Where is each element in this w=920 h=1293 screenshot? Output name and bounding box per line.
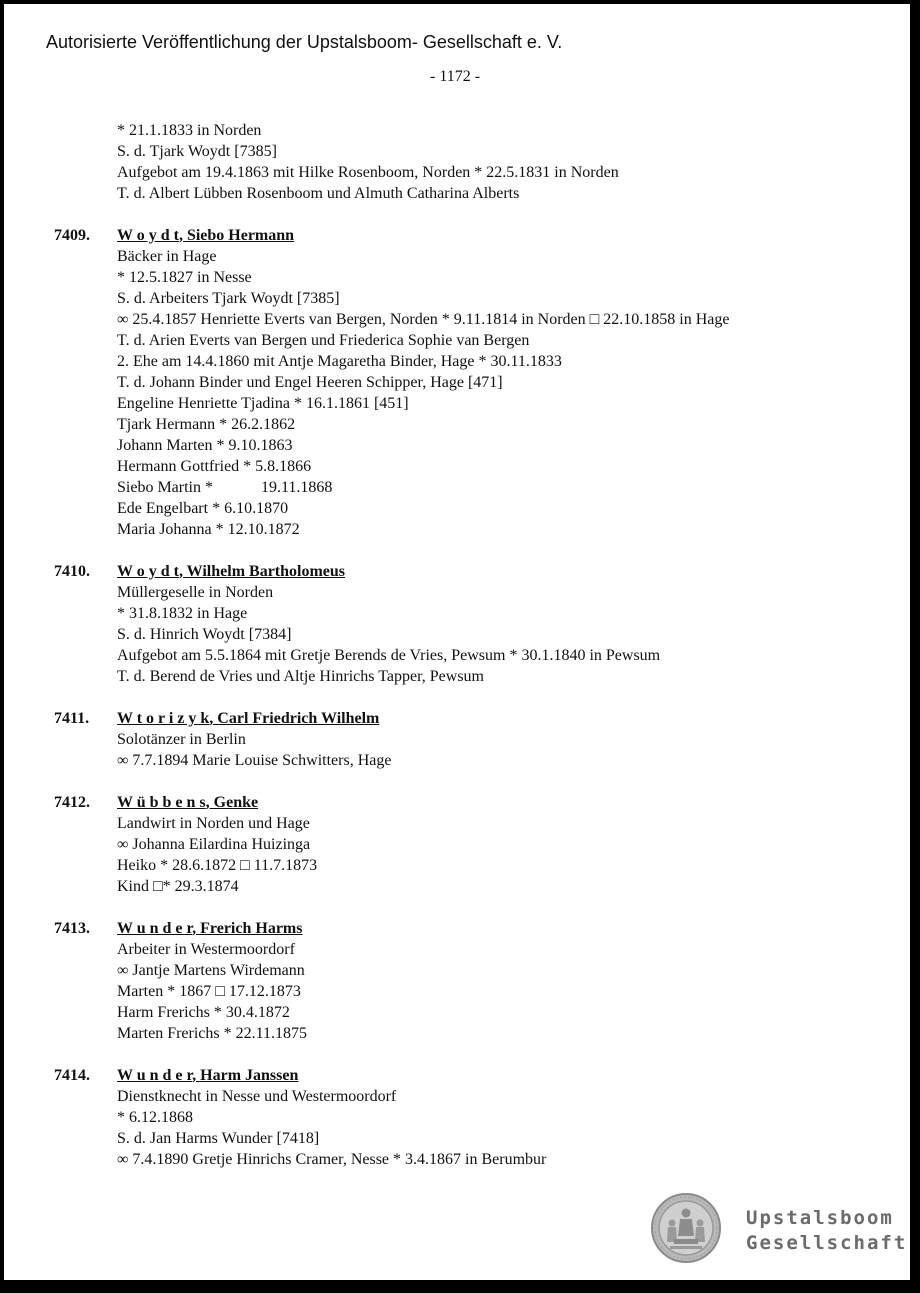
register-entry-7409 [4,225,910,540]
text-line: T. d. Berend de Vries und Altje Hinrichs Tapper, Pewsum [117,668,484,685]
entry-heading [117,225,910,246]
text-line: S. d. Arbeiters Tjark Woydt [7385] [117,290,340,307]
text-line: T. d. Johann Binder und Engel Heeren Schipper, Hage [471] [117,374,503,391]
entry-heading [117,792,910,813]
text-line: T. d. Arien Everts van Bergen und Friederica Sophie van Bergen [117,332,530,349]
text-line: S. d. Jan Harms Wunder [7418] [117,1130,320,1147]
entry-surname: W o y d t [117,227,179,244]
entry-number: 7413. [54,920,90,937]
text-line: Dienstknecht in Nesse und Westermoordorf [117,1088,397,1105]
register-entry-7414 [4,1065,910,1170]
entry-number: 7414. [54,1067,90,1084]
entry-given-names: , Frerich Harms [192,920,303,937]
text-line: * 21.1.1833 in Norden [117,122,262,139]
text-line: ∞ 7.4.1890 Gretje Hinrichs Cramer, Nesse * 3.4.1867 in Berumbur [117,1151,547,1168]
logo-text-line2: Gesellschaft [746,1232,908,1254]
entry-heading [117,708,910,729]
entry-number: 7409. [54,227,90,244]
text-line: Arbeiter in Westermoordorf [117,941,295,958]
text-line: T. d. Albert Lübben Rosenboom und Almuth Catharina Alberts [117,185,520,202]
seal-emblem-icon [650,1192,722,1264]
entry-surname: W u n d e r [117,920,193,937]
entry-surname: W u n d e r [117,1067,193,1084]
text-line: * 31.8.1832 in Hage [117,605,248,622]
society-logo [650,1190,908,1266]
text-line: Solotänzer in Berlin [117,731,246,748]
text-line: Landwirt in Norden und Hage [117,815,310,832]
text-line: ∞ 25.4.1857 Henriette Everts van Bergen, Norden * 9.11.1814 in Norden □ 22.10.1858 in Hage [117,311,730,328]
register-body [4,120,910,1170]
text-line: Harm Frerichs * 30.4.1872 [117,1004,290,1021]
text-line: ∞ Johanna Eilardina Huizinga [117,836,311,853]
text-line: S. d. Hinrich Woydt [7384] [117,626,292,643]
entry-heading [117,1065,910,1086]
text-line: 2. Ehe am 14.4.1860 mit Antje Magaretha Binder, Hage * 30.11.1833 [117,353,562,370]
header-title: Autorisierte Veröffentlichung der Upstalsboom- Gesellschaft e. V. [46,32,563,52]
entry-number: 7410. [54,563,90,580]
register-entry-7412 [4,792,910,897]
text-line: Marten Frerichs * 22.11.1875 [117,1025,308,1042]
text-line: Aufgebot am 19.4.1863 mit Hilke Rosenboom, Norden * 22.5.1831 in Norden [117,164,619,181]
entry-given-names: , Wilhelm Bartholomeus [178,563,346,580]
text-line: Kind □* 29.3.1874 [117,878,239,895]
register-entry-7410 [4,561,910,687]
text-line: S. d. Tjark Woydt [7385] [117,143,277,160]
entry-number: 7411. [54,710,90,727]
entry-heading [117,918,910,939]
text-line: Siebo Martin * 19.11.1868 [117,479,333,496]
entry-given-names: , Siebo Hermann [178,227,295,244]
text-line: Johann Marten * 9.10.1863 [117,437,293,454]
continuation-block [4,120,910,204]
text-line: Hermann Gottfried * 5.8.1866 [117,458,312,475]
document-page [4,4,910,1280]
entry-given-names: , Carl Friedrich Wilhelm [209,710,380,727]
text-line: Tjark Hermann * 26.2.1862 [117,416,296,433]
text-line: Engeline Henriette Tjadina * 16.1.1861 [451] [117,395,409,412]
entry-number: 7412. [54,794,90,811]
entry-surname: W o y d t [117,563,179,580]
text-line: * 6.12.1868 [117,1109,193,1126]
text-line: Ede Engelbart * 6.10.1870 [117,500,289,517]
text-line: Aufgebot am 5.5.1864 mit Gretje Berends de Vries, Pewsum * 30.1.1840 in Pewsum [117,647,661,664]
text-line: ∞ 7.7.1894 Marie Louise Schwitters, Hage [117,752,392,769]
text-line: Bäcker in Hage [117,248,217,265]
entry-surname: W ü b b e n s [117,794,206,811]
logo-text-line1: Upstalsboom [746,1207,894,1229]
page-number: - 1172 - [430,68,481,85]
register-entry-7413 [4,918,910,1044]
register-entry-7411 [4,708,910,771]
entry-heading [117,561,910,582]
entry-surname: W t o r i z y k [117,710,210,727]
text-line: * 12.5.1827 in Nesse [117,269,252,286]
text-line: Müllergeselle in Norden [117,584,274,601]
text-line: Heiko * 28.6.1872 □ 11.7.1873 [117,857,318,874]
entry-given-names: , Genke [205,794,259,811]
text-line: Maria Johanna * 12.10.1872 [117,521,300,538]
entry-given-names: , Harm Janssen [192,1067,299,1084]
text-line: ∞ Jantje Martens Wirdemann [117,962,305,979]
text-line: Marten * 1867 □ 17.12.1873 [117,983,301,1000]
